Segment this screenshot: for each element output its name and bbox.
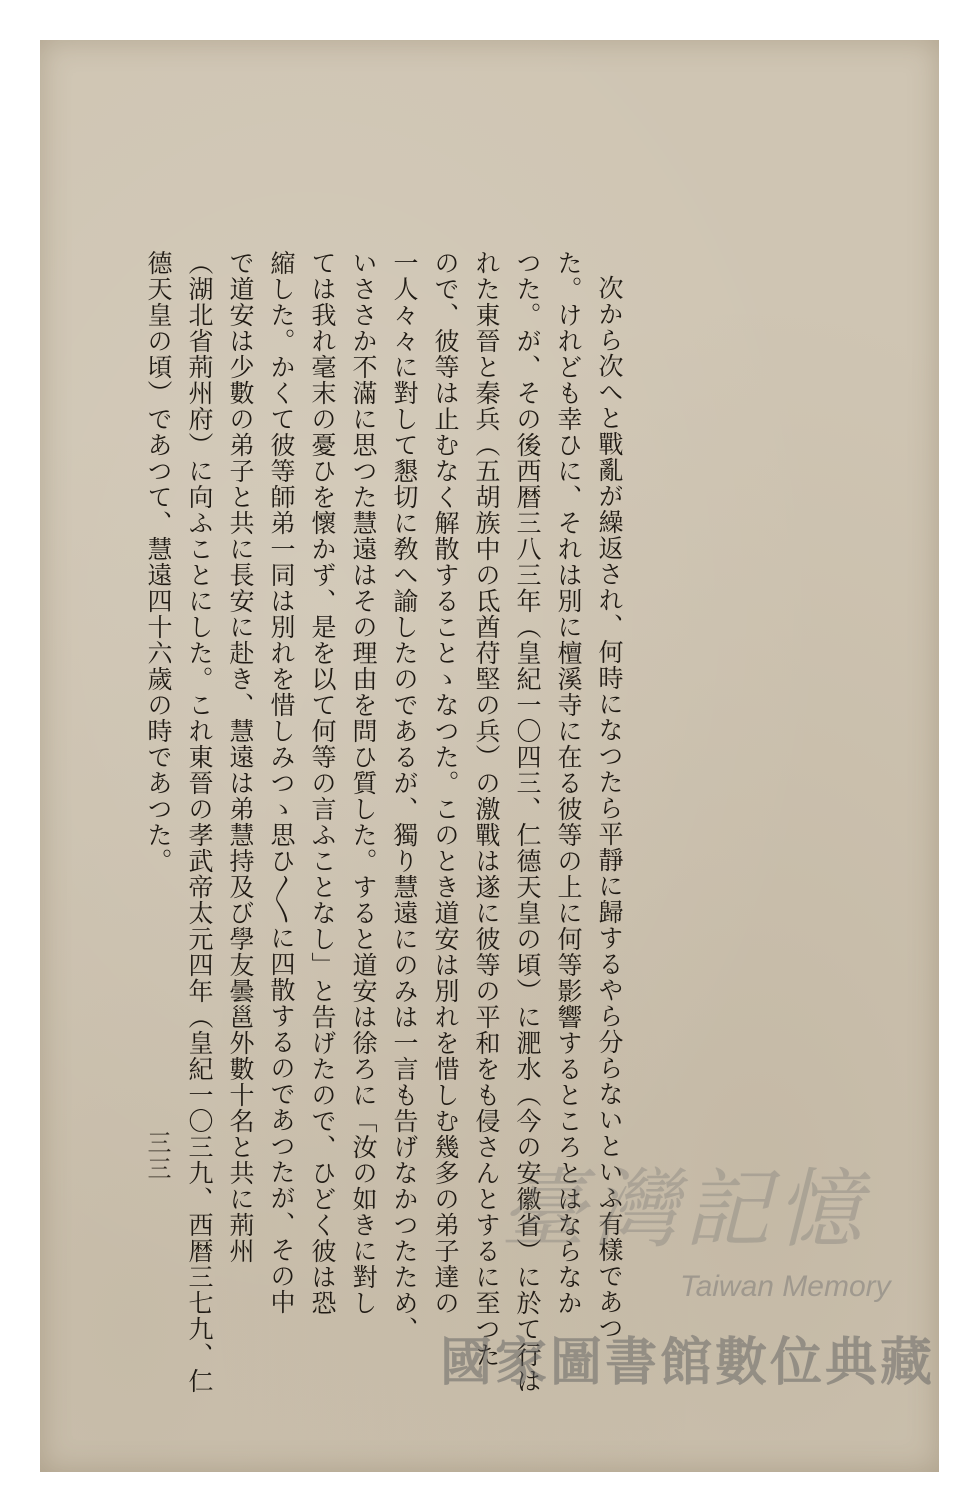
text-line-11: （湖北省荊州府）に向ふことにした。これ東晉の孝武帝太元四年（皇紀一〇三九、西暦三七九、仁 [185, 250, 214, 1394]
text-line-10: で道安は少數の弟子と共に長安に赴き、慧遠は弟慧持及び學友曇邕外數十名と共に荊州 [226, 250, 255, 1264]
watermark-caption: 國家圖書館數位典藏 [440, 1333, 936, 1393]
watermark-logo: 臺灣記憶 [500, 1160, 868, 1260]
text-line-4: れた東晉と秦兵（五胡族中の氐酋苻堅の兵）の激戰は遂に彼等の平和をも侵さんとするに至つた [472, 250, 501, 1368]
text-line-8: ては我れ毫末の憂ひを懷かず、是を以て何等の言ふことなし」と告げたので、ひどく彼は恐 [308, 250, 337, 1316]
text-line-9: 縮した。かくて彼等師弟一同は別れを惜しみつゝ思ひ〳〵に四散するのであつたが、その中 [267, 250, 296, 1315]
page-number: 三三 [143, 1130, 171, 1182]
text-line-7: いささか不滿に思つた慧遠はその理由を問ひ質した。すると道安は徐ろに「汝の如きに對し [349, 250, 378, 1316]
watermark-subtitle: Taiwan Memory [680, 1270, 891, 1303]
text-line-6: 一人々々に對して懇切に敎へ諭したのであるが、獨り慧遠にのみは一言も告げなかつたため、 [390, 250, 419, 1342]
text-line-3: つた。が、その後西暦三八三年（皇紀一〇四三、仁德天皇の頃）に淝水（今の安徽省）に於て行は [513, 250, 542, 1394]
text-line-12: 德天皇の頃）であつて、慧遠四十六歲の時であつた。 [144, 250, 173, 874]
text-line-1: 次から次へと戰亂が繰返され、何時になつたら平靜に歸するやら分らないといふ有樣であつ [595, 275, 624, 1341]
text-line-2: た。けれども幸ひに、それは別に檀溪寺に在る彼等の上に何等影響するところとはならなか [554, 250, 583, 1316]
text-line-5: ので、彼等は止むなく解散することゝなつた。このとき道安は別れを惜しむ幾多の弟子達の [431, 250, 460, 1316]
